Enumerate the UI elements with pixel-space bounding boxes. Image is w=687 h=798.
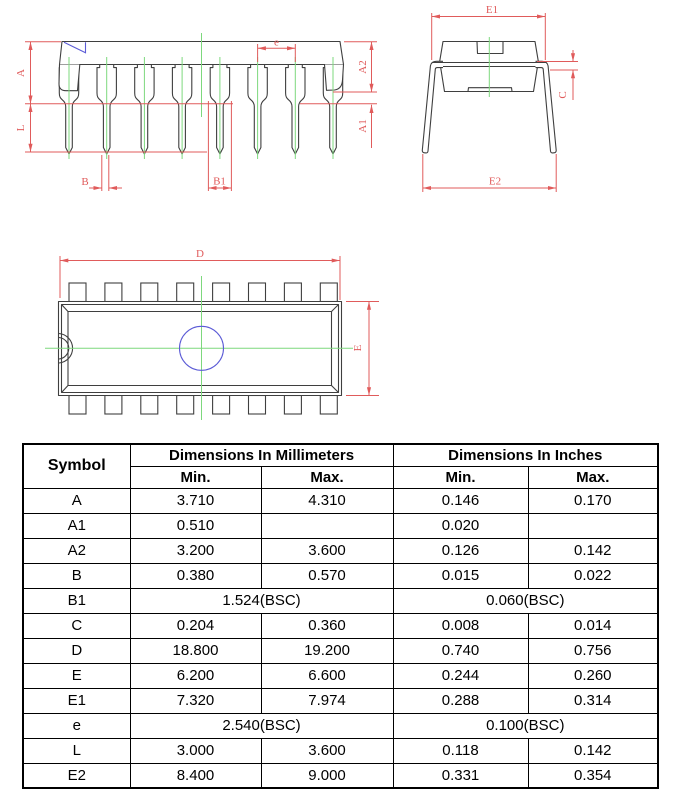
cell-in-min: 0.331 — [393, 763, 528, 788]
cell-in-max: 0.260 — [528, 663, 658, 688]
dim-label-A1: A1 — [357, 119, 369, 133]
cell-symbol: A1 — [23, 513, 130, 538]
cell-mm-max: 3.600 — [261, 538, 393, 563]
cell-symbol: L — [23, 738, 130, 763]
cell-in-min: 0.740 — [393, 638, 528, 663]
cell-in-max: 0.022 — [528, 563, 658, 588]
cell-in-min: 0.008 — [393, 613, 528, 638]
cell-mm-min: 0.204 — [130, 613, 261, 638]
cell-in-max: 0.170 — [528, 488, 658, 513]
cell-symbol: e — [23, 713, 130, 738]
cell-mm-max: 9.000 — [261, 763, 393, 788]
cell-in-min: 0.020 — [393, 513, 528, 538]
dim-label-B1: B1 — [213, 175, 226, 188]
table-row — [23, 563, 658, 588]
cell-mm-max: 3.600 — [261, 738, 393, 763]
end-view-right-lead — [536, 61, 557, 153]
header-inches: Dimensions In Inches — [393, 444, 658, 466]
table-row — [23, 538, 658, 563]
table-row — [23, 638, 658, 663]
cell-mm-max: 0.360 — [261, 613, 393, 638]
cell-mm-max: 4.310 — [261, 488, 393, 513]
cell-mm-min: 0.380 — [130, 563, 261, 588]
cell-symbol: D — [23, 638, 130, 663]
cell-mm-max: 19.200 — [261, 638, 393, 663]
cell-mm-min: 3.710 — [130, 488, 261, 513]
cell-symbol: E2 — [23, 763, 130, 788]
dim-label-e: e — [274, 36, 279, 49]
cell-mm-max: 0.570 — [261, 563, 393, 588]
end-view-dimensions — [423, 13, 578, 192]
dimension-table — [22, 443, 659, 789]
dim-label-B: B — [81, 176, 89, 188]
cell-symbol: A2 — [23, 538, 130, 563]
cell-in-max: 0.756 — [528, 638, 658, 663]
top-view-centerlines — [45, 276, 353, 420]
cell-mm-span: 1.524(BSC) — [130, 588, 393, 613]
cell-mm-min: 0.510 — [130, 513, 261, 538]
cell-mm-max: 7.974 — [261, 688, 393, 713]
cell-mm-max: 6.600 — [261, 663, 393, 688]
cell-symbol: C — [23, 613, 130, 638]
cell-in-min: 0.146 — [393, 488, 528, 513]
cell-in-min: 0.015 — [393, 563, 528, 588]
cell-in-max: 0.142 — [528, 538, 658, 563]
dim-label-A2: A2 — [357, 60, 369, 74]
cell-in-max: 0.314 — [528, 688, 658, 713]
dim-label-A: A — [15, 69, 27, 77]
cell-mm-min: 18.800 — [130, 638, 261, 663]
dim-label-E-top: E — [352, 344, 364, 352]
cell-symbol: A — [23, 488, 130, 513]
cell-in-span: 0.100(BSC) — [393, 713, 658, 738]
header-in-max: Max. — [528, 466, 658, 488]
side-view — [15, 33, 377, 191]
cell-mm-min: 6.200 — [130, 663, 261, 688]
cell-in-min: 0.126 — [393, 538, 528, 563]
dim-label-C: C — [557, 91, 569, 99]
cell-symbol: E — [23, 663, 130, 688]
table-row — [23, 763, 658, 788]
header-mm-max: Max. — [261, 466, 393, 488]
cell-in-max — [528, 513, 658, 538]
table-row — [23, 613, 658, 638]
cell-mm-max — [261, 513, 393, 538]
header-mm-min: Min. — [130, 466, 261, 488]
table-row — [23, 588, 658, 613]
cell-mm-span: 2.540(BSC) — [130, 713, 393, 738]
end-view — [422, 4, 578, 192]
dim-label-L: L — [15, 124, 27, 132]
cell-symbol: B — [23, 563, 130, 588]
cell-in-max: 0.142 — [528, 738, 658, 763]
cell-mm-min: 3.200 — [130, 538, 261, 563]
cell-symbol: B1 — [23, 588, 130, 613]
end-view-left-lead — [422, 61, 443, 153]
top-view — [45, 248, 379, 420]
table-row — [23, 713, 658, 738]
table-row — [23, 663, 658, 688]
header-symbol: Symbol — [23, 444, 130, 488]
cell-in-span: 0.060(BSC) — [393, 588, 658, 613]
dim-label-D: D — [196, 248, 204, 260]
header-in-min: Min. — [393, 466, 528, 488]
cell-in-min: 0.288 — [393, 688, 528, 713]
header-mm: Dimensions In Millimeters — [130, 444, 393, 466]
table-row — [23, 488, 658, 513]
cell-in-min: 0.244 — [393, 663, 528, 688]
cell-mm-min: 3.000 — [130, 738, 261, 763]
cell-mm-min: 7.320 — [130, 688, 261, 713]
dim-label-E1: E1 — [485, 4, 499, 16]
cell-symbol: E1 — [23, 688, 130, 713]
table-row — [23, 513, 658, 538]
table-header-row — [23, 444, 658, 466]
table-row — [23, 738, 658, 763]
cell-in-min: 0.118 — [393, 738, 528, 763]
cell-in-max: 0.014 — [528, 613, 658, 638]
dim-label-E2: E2 — [488, 175, 502, 188]
table-row — [23, 688, 658, 713]
cell-mm-min: 8.400 — [130, 763, 261, 788]
cell-in-max: 0.354 — [528, 763, 658, 788]
